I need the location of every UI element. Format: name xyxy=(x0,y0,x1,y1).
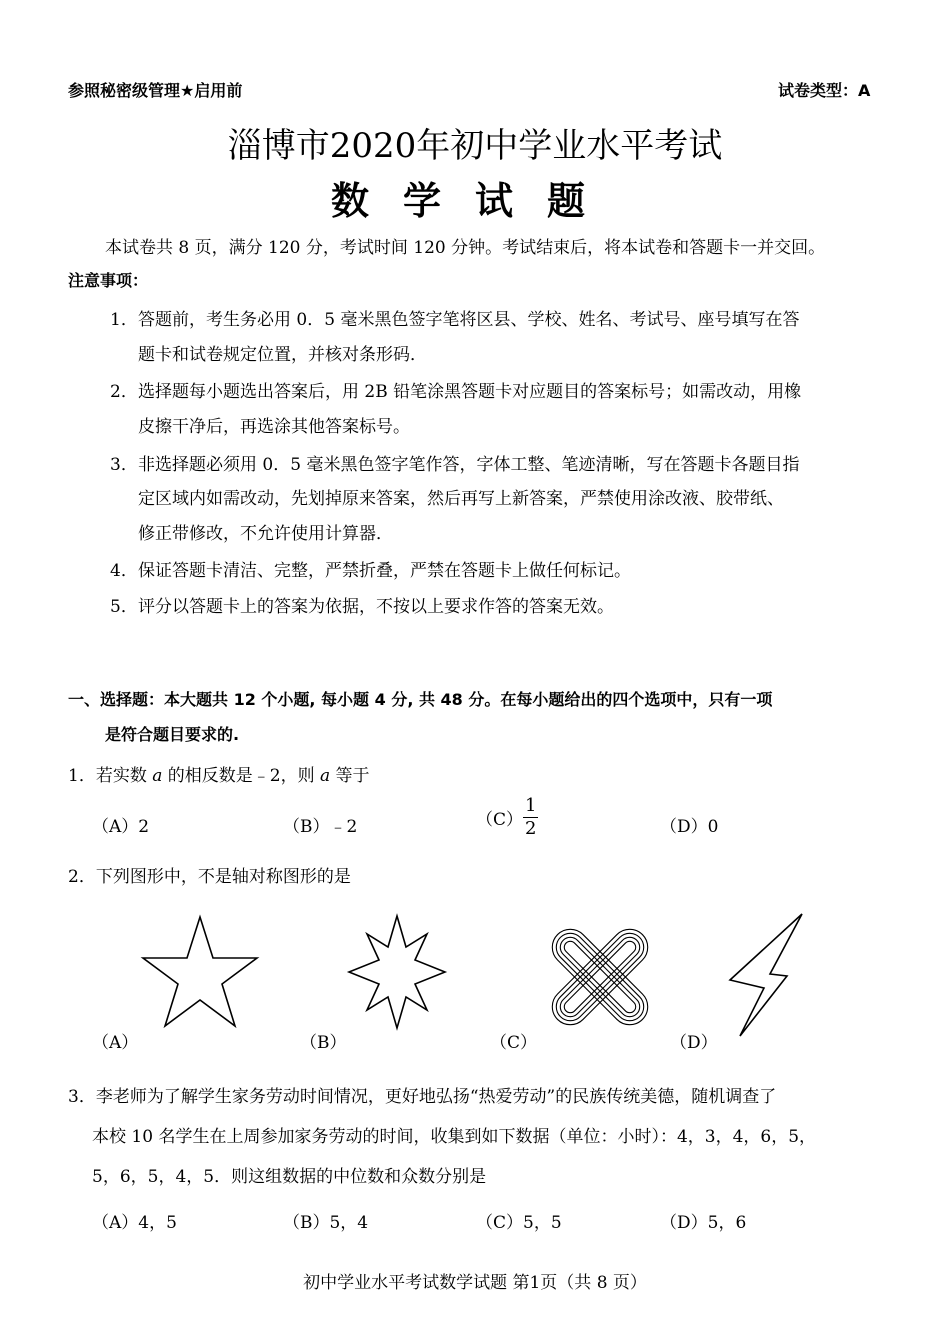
q2-label-c: （C） xyxy=(490,1033,538,1053)
note-number: 5． xyxy=(110,597,138,617)
note-number: 3． xyxy=(110,455,138,475)
q1-option-b: （B）﹣2 xyxy=(283,817,358,837)
note-3-line3: 修正带修改，不允许使用计算器． xyxy=(138,524,393,544)
question-3-line2: 本校 10 名学生在上周参加家务劳动的时间，收集到如下数据（单位：小时）：4，3，4，6，5， xyxy=(92,1127,817,1147)
note-1-line2: 题卡和试卷规定位置，并核对条形码． xyxy=(138,345,427,365)
q3-option-b: （B）5，4 xyxy=(283,1213,369,1233)
note-2-line1: 选择题每小题选出答案后，用 2B 铅笔涂黑答题卡对应题目的答案标号；如需改动，用橡 xyxy=(138,382,802,402)
q1-option-d: （D）0 xyxy=(660,817,719,837)
paper-type: 试卷类型：A xyxy=(778,81,871,100)
question-3-line3: 5，6，5，4，5．则这组数据的中位数和众数分别是 xyxy=(92,1167,487,1187)
note-2-line2: 皮擦干净后，再选涂其他答案标号。 xyxy=(138,417,410,437)
q2-label-d: （D） xyxy=(670,1033,718,1053)
five-point-star-figure xyxy=(140,912,260,1032)
exam-title: 淄博市2020年初中学业水平考试 xyxy=(227,126,723,166)
note-5-line1: 评分以答题卡上的答案为依据，不按以上要求作答的答案无效。 xyxy=(138,597,614,617)
q3-option-d: （D）5，6 xyxy=(660,1213,747,1233)
page-footer: 初中学业水平考试数学试题 第1页（共 8 页） xyxy=(303,1273,647,1293)
q1-option-a: （A）2 xyxy=(92,817,150,837)
subject-title: 数学试题 xyxy=(330,178,619,223)
q3-option-c: （C）5，5 xyxy=(476,1213,562,1233)
question-2-stem: 2．下列图形中，不是轴对称图形的是 xyxy=(68,867,351,887)
q2-label-b: （B） xyxy=(300,1033,347,1053)
q2-label-a: （A） xyxy=(92,1033,139,1053)
note-3-line1: 非选择题必须用 0．5 毫米黑色签字笔作答，字体工整、笔迹清晰，写在答题卡各题目指 xyxy=(138,455,800,475)
note-3-line2: 定区域内如需改动，先划掉原来答案，然后再写上新答案，严禁使用涂改液、胶带纸、 xyxy=(138,489,784,509)
question-3-line1: 3．李老师为了解学生家务劳动时间情况，更好地弘扬“热爱劳动”的民族传统美德，随机调查了 xyxy=(68,1087,777,1107)
lightning-bolt-figure xyxy=(722,910,812,1040)
fraction-one-half: $\frac{1}{2}$ xyxy=(525,795,537,839)
section1-heading-line1: 一、选择题：本大题共 12 个小题, 每小题 4 分, 共 48 分。在每小题给出的四个选项中，只有一项 xyxy=(68,690,773,709)
q3-option-a: （A）4，5 xyxy=(92,1213,177,1233)
note-1-line1: 答题前，考生务必用 0．5 毫米黑色签字笔将区县、学校、姓名、考试号、座号填写在答 xyxy=(138,310,800,330)
eight-point-star-figure xyxy=(345,912,450,1032)
note-number: 2． xyxy=(110,382,138,402)
note-number: 4． xyxy=(110,561,138,581)
question-1-stem: 1．若实数 a 的相反数是﹣2，则 a 等于 xyxy=(68,766,370,786)
interlaced-loops-figure xyxy=(535,915,665,1040)
note-number: 1． xyxy=(110,310,138,330)
section1-heading-line2: 是符合题目要求的. xyxy=(105,725,240,744)
q1-option-c: （C） $\frac{1}{2}$ xyxy=(476,795,537,839)
intro-text: 本试卷共 8 页，满分 120 分，考试时间 120 分钟。考试结束后，将本试卷和答题卡一并交回。 xyxy=(105,238,826,258)
note-4-line1: 保证答题卡清洁、完整，严禁折叠，严禁在答题卡上做任何标记。 xyxy=(138,561,631,581)
notes-heading: 注意事项： xyxy=(68,271,149,290)
confidentiality-note: 参照秘密级管理★启用前 xyxy=(68,81,243,100)
